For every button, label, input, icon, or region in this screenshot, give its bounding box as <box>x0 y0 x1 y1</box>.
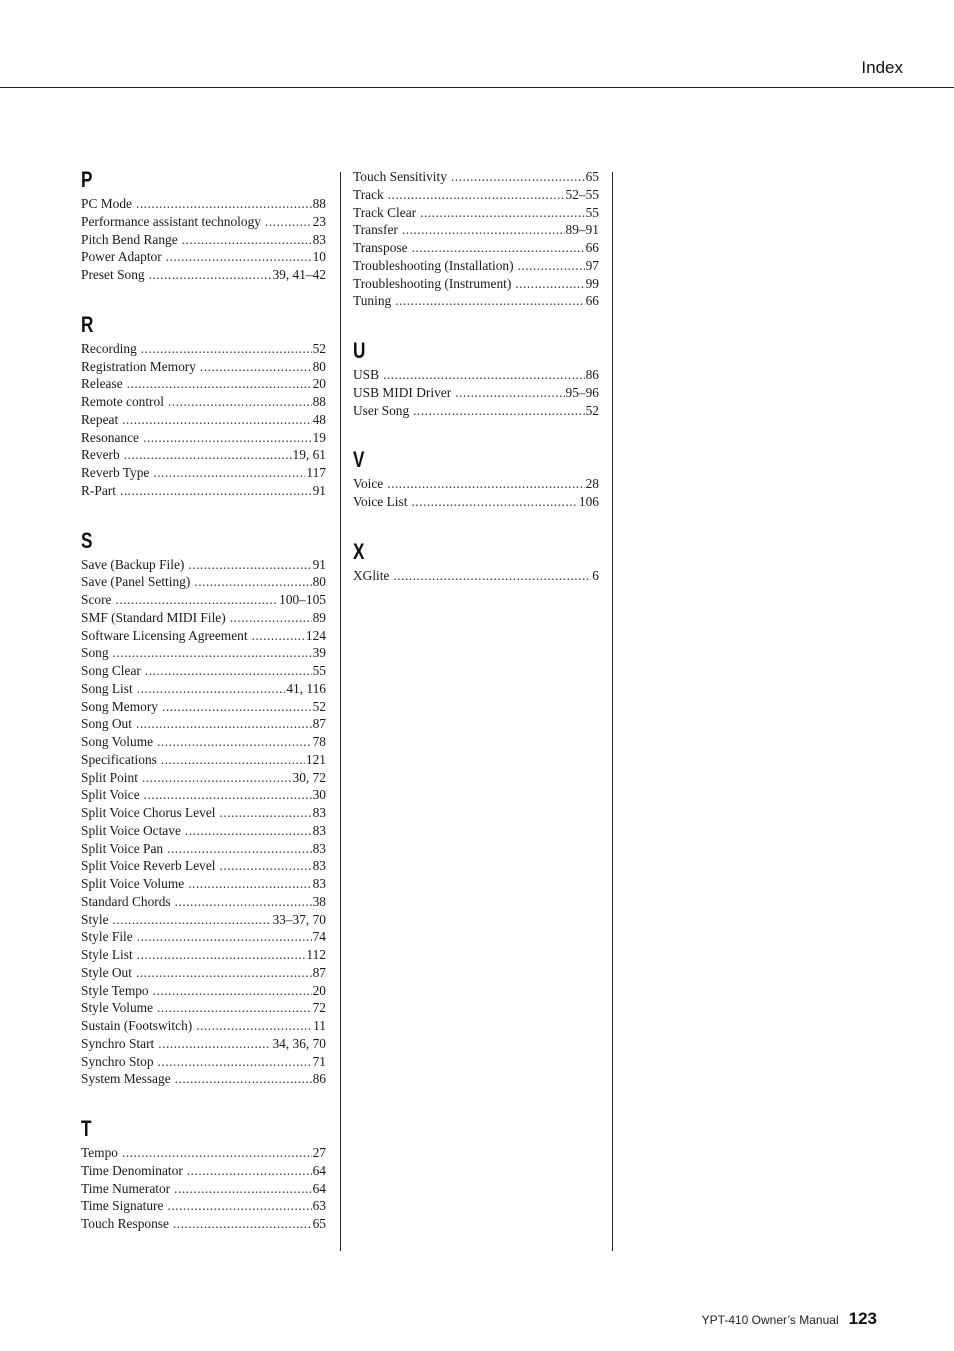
dot-leader <box>122 411 311 429</box>
index-entry <box>81 358 326 376</box>
index-entry <box>81 822 326 840</box>
dot-leader <box>168 393 312 411</box>
section-letter: U <box>353 338 366 363</box>
dot-leader <box>137 928 312 946</box>
dot-leader <box>413 402 584 420</box>
dot-leader <box>124 446 292 464</box>
entry-pages: 30 <box>312 787 326 803</box>
index-section <box>353 339 599 419</box>
index-section <box>81 313 326 500</box>
section-letter: X <box>353 538 365 564</box>
dot-leader <box>122 1144 312 1162</box>
page-footer <box>702 1309 877 1329</box>
entry-term: Style Out <box>81 964 132 980</box>
dot-leader <box>144 786 312 804</box>
entry-pages: 99 <box>585 275 599 291</box>
entry-term: Style <box>81 911 109 927</box>
index-entry <box>81 715 326 733</box>
entry-pages: 89–91 <box>565 222 599 238</box>
index-entry <box>81 429 326 447</box>
dot-leader <box>175 893 312 911</box>
index-entry <box>81 928 326 946</box>
entry-pages: 124 <box>305 627 326 643</box>
dot-leader <box>187 1162 312 1180</box>
entry-pages: 89 <box>312 609 326 625</box>
index-entry <box>81 786 326 804</box>
entry-pages: 80 <box>312 574 326 590</box>
entry-term: Split Voice Octave <box>81 822 181 838</box>
entry-pages: 34, 36, 70 <box>272 1035 326 1051</box>
entry-term: Time Numerator <box>81 1180 171 1196</box>
entry-term: Time Signature <box>81 1198 164 1214</box>
entry-pages: 87 <box>312 964 326 980</box>
entry-term: Song Clear <box>81 663 141 678</box>
entry-term: Release <box>81 376 123 392</box>
entry-term: Transpose <box>353 240 408 255</box>
entry-pages: 97 <box>585 257 599 273</box>
dot-leader <box>265 213 312 231</box>
index-entry <box>81 231 326 249</box>
index-entry <box>81 698 326 716</box>
section-letter: T <box>81 1116 92 1141</box>
dot-leader <box>136 964 312 982</box>
index-entry <box>353 239 599 257</box>
index-entry <box>81 982 326 1000</box>
dot-leader <box>182 231 312 249</box>
dot-leader <box>149 266 272 284</box>
entry-term: R-Part <box>81 482 116 498</box>
dot-leader <box>157 733 312 751</box>
entry-pages: 88 <box>312 394 326 409</box>
dot-leader <box>145 662 312 680</box>
entry-pages: 86 <box>585 367 599 382</box>
dot-leader <box>136 195 312 213</box>
entry-pages: 64 <box>312 1180 326 1196</box>
index-entry <box>81 1035 326 1053</box>
entry-pages: 88 <box>312 196 326 211</box>
entry-term: Song Out <box>81 716 132 732</box>
entry-pages: 63 <box>312 1198 326 1214</box>
entry-term: Split Voice <box>81 787 140 803</box>
entry-term: Resonance <box>81 429 140 445</box>
index-entry <box>353 384 599 402</box>
entry-term: Preset Song <box>81 267 145 282</box>
section-letter: R <box>81 311 94 337</box>
dot-leader <box>173 1215 312 1233</box>
entry-pages: 19, 61 <box>292 447 326 463</box>
dot-leader <box>175 1070 312 1088</box>
index-column-right <box>353 168 599 614</box>
index-entry <box>81 999 326 1017</box>
dot-leader <box>137 680 286 698</box>
entry-term: Split Voice Pan <box>81 840 164 856</box>
dot-leader <box>387 475 584 493</box>
entry-term: USB MIDI Driver <box>353 384 452 400</box>
index-entry <box>81 964 326 982</box>
entry-pages: 41, 116 <box>286 680 326 696</box>
entry-pages: 91 <box>312 482 326 498</box>
entry-term: Track Clear <box>353 204 417 220</box>
dot-leader <box>113 644 312 662</box>
entry-pages: 65 <box>312 1216 326 1231</box>
index-entry <box>81 1197 326 1215</box>
index-entry <box>353 275 599 293</box>
dot-leader <box>153 982 312 1000</box>
dot-leader <box>120 482 312 500</box>
index-entry <box>81 1070 326 1088</box>
entry-term: Split Voice Reverb Level <box>81 858 216 874</box>
dot-leader <box>455 384 564 402</box>
index-entry <box>81 266 326 284</box>
index-entry <box>353 168 599 186</box>
entry-pages: 86 <box>312 1071 326 1087</box>
index-entry <box>81 662 326 680</box>
dot-leader <box>200 358 312 376</box>
section-letter: V <box>353 447 365 473</box>
entry-pages: 80 <box>312 358 326 374</box>
dot-leader <box>143 429 312 447</box>
dot-leader <box>383 366 585 384</box>
entry-term: Troubleshooting (Installation) <box>353 257 514 273</box>
dot-leader <box>157 999 312 1017</box>
entry-pages: 6 <box>592 567 599 583</box>
dot-leader <box>158 1053 312 1071</box>
entry-pages: 95–96 <box>565 384 599 400</box>
dot-leader <box>141 340 312 358</box>
index-entry <box>353 366 599 384</box>
dot-leader <box>515 275 584 293</box>
index-entry <box>353 567 599 585</box>
dot-leader <box>252 627 305 645</box>
entry-term: Software Licensing Agreement <box>81 627 248 643</box>
entry-pages: 39 <box>312 645 326 661</box>
index-entry <box>81 1053 326 1071</box>
index-entry <box>81 340 326 358</box>
entry-pages: 112 <box>306 947 326 962</box>
entry-pages: 55 <box>312 663 326 678</box>
index-entry <box>81 769 326 787</box>
entry-pages: 72 <box>312 1000 326 1016</box>
index-entry <box>81 1215 326 1233</box>
index-entry <box>353 221 599 239</box>
entry-term: Remote control <box>81 394 164 409</box>
entry-pages: 20 <box>312 982 326 998</box>
entry-term: Voice List <box>353 494 408 509</box>
entry-pages: 83 <box>312 876 326 891</box>
dot-leader <box>395 292 584 310</box>
dot-leader <box>388 186 565 204</box>
index-entry <box>81 840 326 858</box>
index-entry <box>81 893 326 911</box>
entry-pages: 39, 41–42 <box>272 267 326 282</box>
entry-pages: 83 <box>312 805 326 820</box>
dot-leader <box>411 493 577 511</box>
entry-term: Synchro Start <box>81 1035 155 1051</box>
entry-term: XGlite <box>353 567 390 583</box>
entry-pages: 87 <box>312 716 326 732</box>
index-section <box>81 168 326 284</box>
index-section <box>353 168 599 310</box>
entry-pages: 28 <box>585 476 599 492</box>
index-entry <box>81 1017 326 1035</box>
entry-term: Song <box>81 645 109 661</box>
entry-pages: 20 <box>312 376 326 392</box>
dot-leader <box>185 822 312 840</box>
dot-leader <box>518 257 585 275</box>
index-entry <box>81 213 326 231</box>
entry-pages: 66 <box>585 293 599 309</box>
entry-term: Touch Sensitivity <box>353 169 447 184</box>
entry-term: Specifications <box>81 751 157 767</box>
entry-term: PC Mode <box>81 196 132 211</box>
entry-term: Voice <box>353 476 384 492</box>
index-entry <box>353 292 599 310</box>
column-divider-left <box>340 172 341 1251</box>
entry-pages: 30, 72 <box>292 769 326 785</box>
index-entry <box>353 493 599 511</box>
index-section <box>353 540 599 585</box>
entry-pages: 100–105 <box>279 592 326 607</box>
dot-leader <box>167 840 312 858</box>
index-entry <box>81 482 326 500</box>
index-entry <box>81 375 326 393</box>
index-entry <box>81 627 326 645</box>
entry-term: Split Voice Chorus Level <box>81 805 216 820</box>
index-entry <box>81 195 326 213</box>
entry-term: User Song <box>353 402 410 418</box>
index-entry <box>81 733 326 751</box>
entry-term: Performance assistant technology <box>81 213 261 229</box>
entry-pages: 11 <box>313 1018 326 1033</box>
entry-term: Song List <box>81 680 133 696</box>
index-entry <box>81 556 326 574</box>
entry-pages: 33–37, 70 <box>272 911 326 927</box>
entry-term: Reverb <box>81 447 120 463</box>
index-entry <box>353 475 599 493</box>
index-entry <box>81 946 326 964</box>
index-entry <box>81 644 326 662</box>
entry-term: Pitch Bend Range <box>81 231 178 247</box>
index-entry <box>353 186 599 204</box>
section-letter: P <box>81 167 93 192</box>
entry-term: Track <box>353 186 384 202</box>
entry-term: Style List <box>81 947 133 962</box>
entry-term: Transfer <box>353 222 398 238</box>
entry-pages: 83 <box>312 840 326 856</box>
dot-leader <box>420 204 585 222</box>
dot-leader <box>230 609 312 627</box>
dot-leader <box>451 168 585 186</box>
entry-pages: 27 <box>312 1145 326 1160</box>
entry-pages: 55 <box>585 204 599 220</box>
dot-leader <box>162 698 312 716</box>
index-entry <box>81 875 326 893</box>
entry-pages: 78 <box>312 734 326 749</box>
index-entry <box>81 857 326 875</box>
index-entry <box>81 248 326 266</box>
entry-term: Tuning <box>353 293 392 309</box>
entry-term: Power Adaptor <box>81 249 162 265</box>
entry-pages: 83 <box>312 231 326 247</box>
header-divider <box>0 87 954 88</box>
entry-term: Recording <box>81 340 137 356</box>
dot-leader <box>137 946 306 964</box>
entry-term: Reverb Type <box>81 465 150 480</box>
dot-leader <box>142 769 292 787</box>
entry-pages: 38 <box>312 893 326 909</box>
dot-leader <box>188 556 311 574</box>
dot-leader <box>158 1035 271 1053</box>
entry-term: Save (Panel Setting) <box>81 574 191 590</box>
section-letter: S <box>81 527 93 553</box>
dot-leader <box>220 804 312 822</box>
index-entry <box>81 573 326 591</box>
dot-leader <box>220 857 312 875</box>
dot-leader <box>174 1180 311 1198</box>
index-entry <box>81 393 326 411</box>
dot-leader <box>166 248 312 266</box>
dot-leader <box>127 375 312 393</box>
index-entry <box>81 680 326 698</box>
index-entry <box>81 464 326 482</box>
index-entry <box>81 446 326 464</box>
index-entry <box>81 911 326 929</box>
entry-term: Standard Chords <box>81 893 171 909</box>
index-entry <box>81 609 326 627</box>
entry-pages: 52–55 <box>565 186 599 202</box>
dot-leader <box>196 1017 312 1035</box>
index-entry <box>81 1144 326 1162</box>
index-section <box>81 1117 326 1233</box>
index-entry <box>81 411 326 429</box>
entry-term: Repeat <box>81 411 119 427</box>
entry-term: Style File <box>81 929 133 945</box>
dot-leader <box>188 875 311 893</box>
entry-pages: 19 <box>312 429 326 445</box>
entry-term: Synchro Stop <box>81 1053 154 1069</box>
entry-term: Touch Response <box>81 1216 169 1231</box>
entry-term: SMF (Standard MIDI File) <box>81 609 226 625</box>
index-section <box>81 529 326 1089</box>
index-entry <box>81 1162 326 1180</box>
dot-leader <box>113 911 272 929</box>
dot-leader <box>402 221 565 239</box>
index-column-left <box>81 168 326 1262</box>
entry-pages: 48 <box>312 411 326 427</box>
page-number: 123 <box>848 1309 877 1328</box>
entry-pages: 52 <box>312 698 326 714</box>
entry-pages: 117 <box>306 465 326 480</box>
dot-leader <box>153 464 305 482</box>
entry-pages: 106 <box>578 494 599 509</box>
entry-pages: 23 <box>312 213 326 229</box>
entry-pages: 64 <box>312 1162 326 1178</box>
entry-term: Sustain (Footswitch) <box>81 1018 193 1033</box>
index-entry <box>81 1180 326 1198</box>
entry-term: Song Volume <box>81 734 154 749</box>
index-section <box>353 448 599 511</box>
entry-pages: 52 <box>585 402 599 418</box>
entry-term: Registration Memory <box>81 358 196 374</box>
entry-pages: 52 <box>312 340 326 356</box>
entry-pages: 66 <box>585 240 599 255</box>
entry-term: Split Voice Volume <box>81 876 185 891</box>
entry-term: Split Point <box>81 769 138 785</box>
dot-leader <box>116 591 279 609</box>
entry-pages: 91 <box>312 556 326 572</box>
entry-term: Song Memory <box>81 698 158 714</box>
entry-pages: 83 <box>312 822 326 838</box>
entry-pages: 121 <box>305 751 326 767</box>
index-entry <box>353 204 599 222</box>
entry-pages: 83 <box>312 858 326 874</box>
entry-term: Style Tempo <box>81 982 149 998</box>
entry-pages: 71 <box>312 1053 326 1069</box>
index-entry <box>81 751 326 769</box>
dot-leader <box>161 751 305 769</box>
entry-term: Troubleshooting (Instrument) <box>353 275 512 291</box>
entry-term: USB <box>353 367 380 382</box>
page-header-title: Index <box>861 58 903 77</box>
dot-leader <box>412 239 585 257</box>
column-divider-right <box>612 172 613 1251</box>
index-entry <box>353 257 599 275</box>
dot-leader <box>194 573 311 591</box>
entry-term: Score <box>81 592 112 607</box>
entry-term: Time Denominator <box>81 1162 183 1178</box>
entry-pages: 10 <box>312 249 326 265</box>
entry-term: Save (Backup File) <box>81 556 185 572</box>
dot-leader <box>136 715 312 733</box>
index-entry <box>81 591 326 609</box>
index-entry <box>81 804 326 822</box>
entry-pages: 74 <box>312 929 326 945</box>
dot-leader <box>393 567 591 585</box>
entry-term: System Message <box>81 1071 171 1087</box>
manual-title: YPT-410 Owner’s Manual <box>701 1313 839 1327</box>
entry-term: Style Volume <box>81 1000 154 1016</box>
entry-term: Tempo <box>81 1145 118 1160</box>
dot-leader <box>167 1197 311 1215</box>
entry-pages: 65 <box>585 169 599 184</box>
index-entry <box>353 402 599 420</box>
